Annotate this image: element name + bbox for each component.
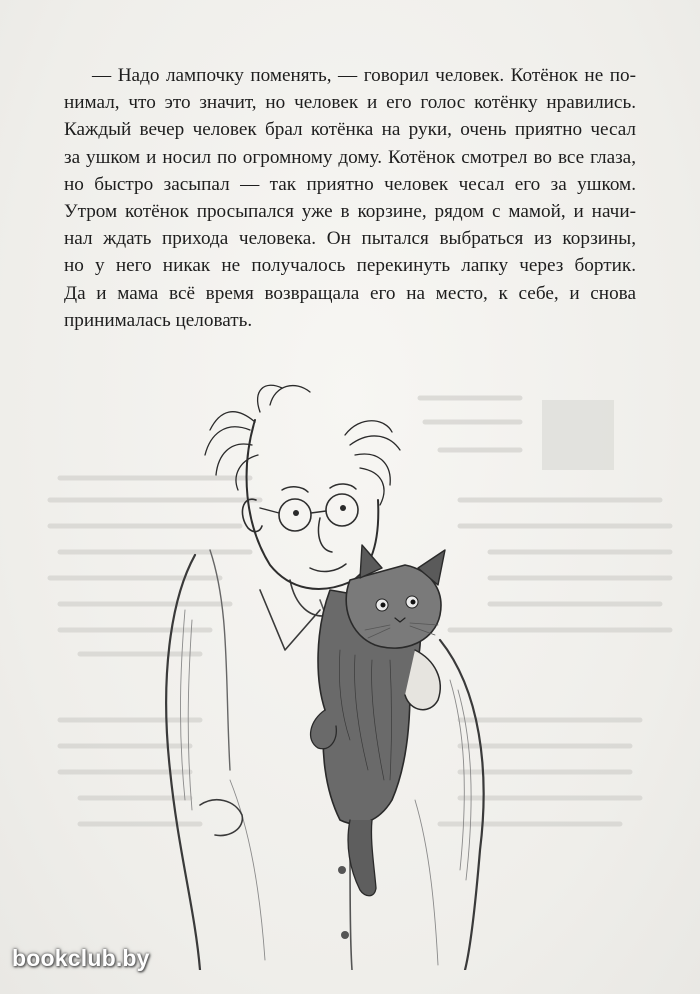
text-line: но у него никак не получалось перекинуть лапку через бортик. (64, 255, 636, 277)
text-line: нал ждать прихода человека. Он пытался выбраться из корзины, (64, 228, 636, 250)
text-line: принималась целовать. (64, 309, 253, 331)
text-line: Утром котёнок просыпался уже в корзине, рядом с мамой, и начи- (64, 201, 636, 223)
watermark: bookclub.by (12, 945, 150, 971)
text-line: Да и мама всё время возвращала его на место, к себе, и снова (64, 282, 636, 304)
show-through-picture (542, 400, 614, 470)
text-line: но быстро засыпал — так приятно человек чесал его за ушком. (64, 173, 636, 195)
text-line: нимал, что это значит, но человек и его голос котёнку нравились. (64, 92, 636, 114)
text-line: — Надо лампочку поменять, — говорил человек. Котёнок не по- (92, 65, 636, 86)
story-paragraph (64, 62, 636, 334)
man-holding-kitten-illustration (20, 350, 680, 970)
text-line: за ушком и носил по огромному дому. Котёнок смотрел во все глаза, (64, 146, 636, 168)
text-line: Каждый вечер человек брал котёнка на руки, очень приятно чесал (64, 119, 636, 141)
